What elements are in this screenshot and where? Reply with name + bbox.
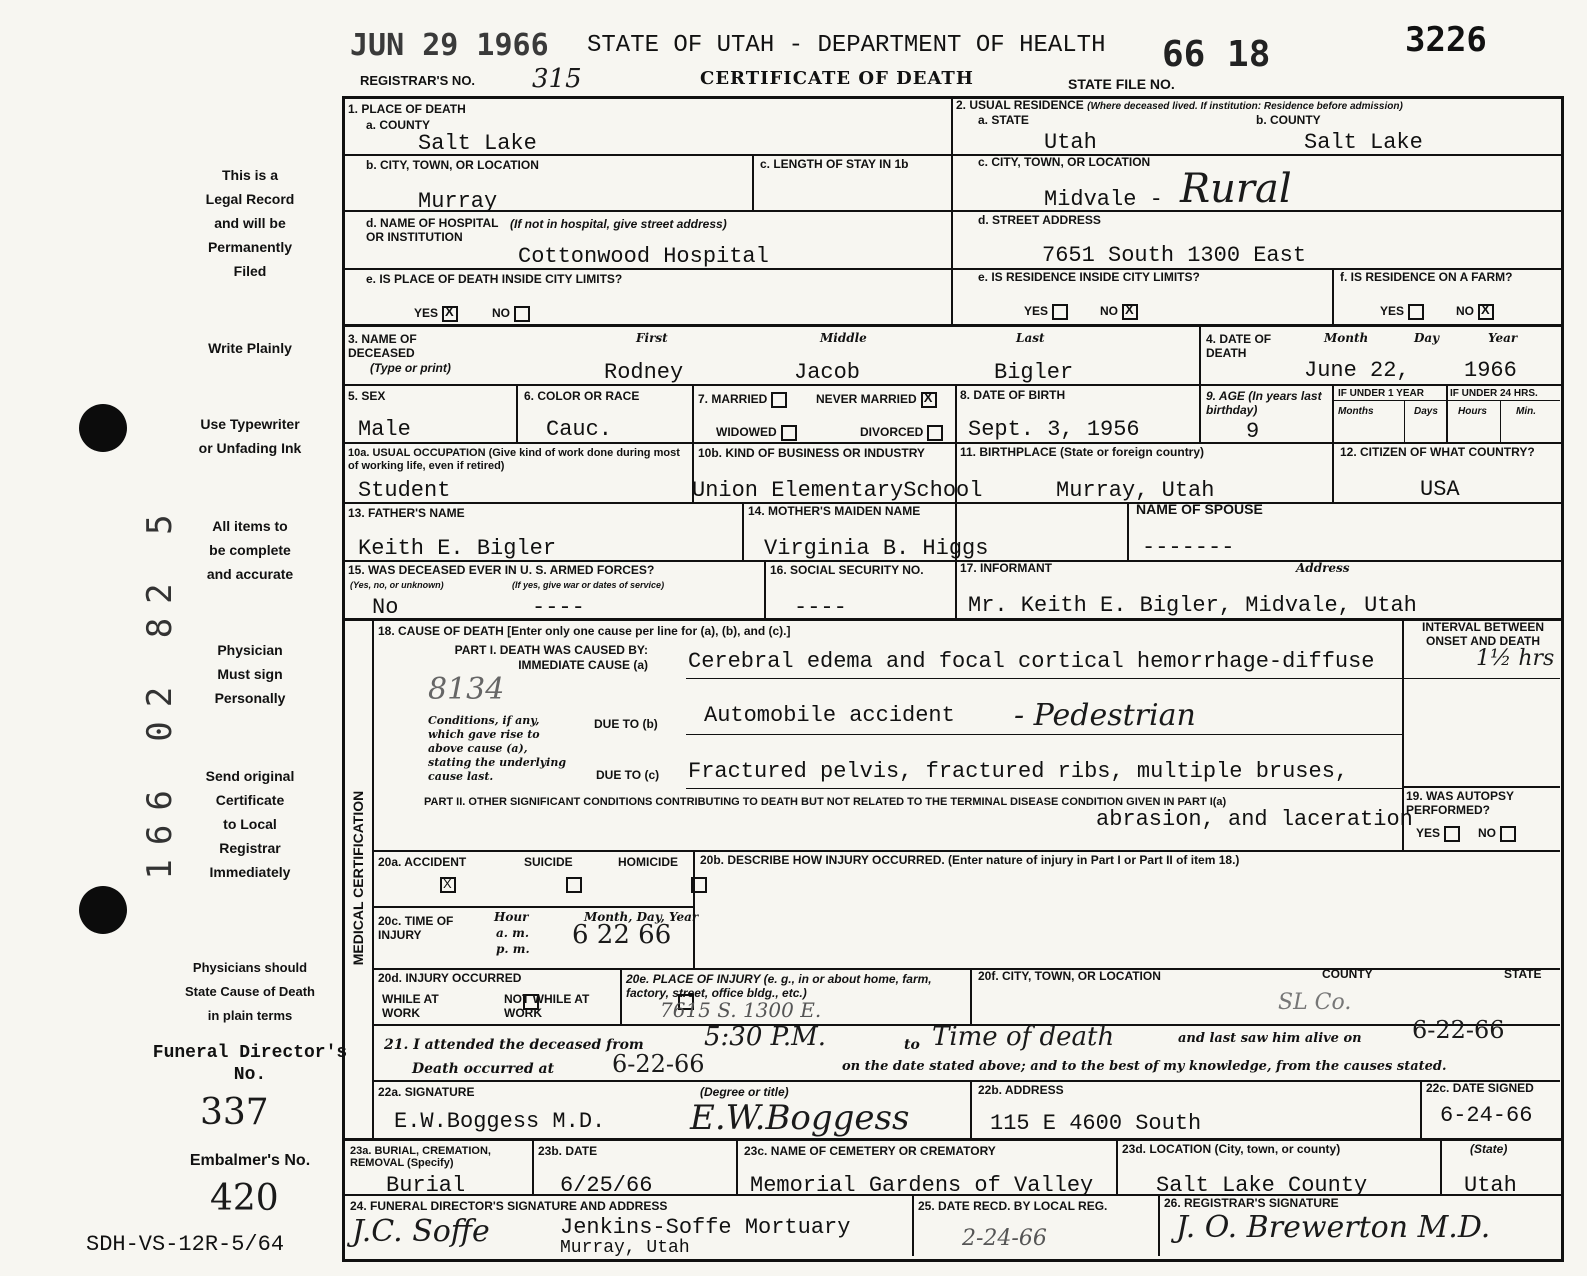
form-rule — [372, 906, 693, 908]
state-cause-note: Physicians should State Cause of Death in plain terms — [184, 960, 316, 1023]
funeral-director-label: Funeral Director's No. — [152, 1043, 348, 1085]
checkbox[interactable] — [1052, 304, 1068, 320]
address-label: Address — [1296, 561, 1350, 575]
informant-label: 17. INFORMANT — [960, 561, 1053, 575]
attended-label: 21. I attended the deceased from — [384, 1037, 644, 1053]
months-label: Months — [1338, 406, 1374, 417]
checkbox[interactable] — [1444, 826, 1460, 842]
form-rule — [372, 1080, 1560, 1082]
first-label: First — [636, 331, 668, 345]
state-file-label: STATE FILE NO. — [1068, 76, 1175, 92]
spouse-value: ------- — [1142, 535, 1235, 560]
hour-label: Hour — [494, 910, 529, 924]
cemetery-value: Memorial Gardens of Valley — [750, 1173, 1094, 1198]
form-rule — [742, 502, 744, 560]
physician-signature: E.W.Boggess — [690, 1098, 910, 1138]
county-label: a. COUNTY — [366, 118, 431, 132]
form-rule — [342, 384, 1561, 386]
cause-b-value: Automobile accident — [704, 703, 955, 728]
injury-county-value: SL Co. — [1278, 990, 1352, 1015]
form-rule — [693, 850, 695, 968]
place-of-death-label: 1. PLACE OF DEATH — [348, 102, 466, 116]
physician-note: Physician Must sign Personally — [214, 642, 286, 706]
form-rule — [686, 734, 1402, 735]
form-rule — [1116, 1138, 1118, 1194]
last-saw-label: and last saw him alive on — [1178, 1031, 1362, 1046]
checkbox[interactable] — [781, 425, 797, 441]
mdy-label: Month, Day, Year — [584, 910, 699, 924]
occupation-value: Student — [358, 478, 451, 503]
sex-value: Male — [358, 417, 411, 442]
race-value: Cauc. — [546, 417, 613, 442]
burial-label: 23a. BURIAL, CREMATION, REMOVAL (Specify) — [350, 1145, 491, 1169]
cause-c-value: Fractured pelvis, fractured ribs, multiple bruses, — [688, 759, 1349, 784]
business-label: 10b. KIND OF BUSINESS OR INDUSTRY — [698, 446, 925, 460]
certificate-number: 3226 — [1405, 20, 1487, 60]
res-city-label: c. CITY, TOWN, OR LOCATION — [978, 155, 1151, 169]
time-of-injury-label: 20c. TIME OF INJURY — [378, 914, 454, 942]
autopsy-label: 19. WAS AUTOPSY PERFORMED? — [1406, 789, 1514, 817]
signer-value: E.W.Boggess M.D. — [394, 1109, 606, 1134]
spouse-label: NAME OF SPOUSE — [1136, 501, 1263, 517]
autopsy-no[interactable]: NO — [1478, 826, 1516, 842]
accident-checkbox[interactable] — [440, 877, 456, 893]
burial-value: Burial — [386, 1173, 466, 1198]
pm-label: p. m. — [496, 942, 530, 956]
form-rule — [686, 788, 1402, 789]
interval-a-value: 1½ hrs — [1476, 646, 1555, 671]
cause-a-value: Cerebral edema and focal cortical hemorrhage-diffuse — [688, 649, 1375, 674]
birthplace-value: Murray, Utah — [1056, 478, 1215, 503]
farm-yes[interactable]: YES — [1380, 304, 1424, 320]
days-label: Days — [1414, 406, 1438, 417]
form-rule — [1158, 1194, 1160, 1256]
part1-label: PART I. DEATH WAS CAUSED BY: IMMEDIATE CAUSE (a) — [454, 643, 648, 672]
form-rule — [372, 850, 1560, 852]
res-county-label: b. COUNTY — [1256, 113, 1321, 127]
page-title: STATE OF UTAH - DEPARTMENT OF HEALTH — [587, 32, 1106, 59]
funeral-home-value: Jenkins-Soffe Mortuary — [560, 1215, 851, 1240]
mother-value: Virginia B. Higgs — [764, 536, 989, 561]
hours-label: Hours — [1458, 406, 1487, 417]
citizen-label: 12. CITIZEN OF WHAT COUNTRY? — [1340, 445, 1535, 459]
checkbox[interactable] — [1408, 304, 1424, 320]
last-seen-value: 6-22-66 — [1412, 1016, 1505, 1044]
registrar-signature: J. O. Brewerton M.D. — [1176, 1210, 1491, 1245]
date-received-value: 2-24-66 — [962, 1226, 1047, 1251]
form-rule — [342, 618, 1561, 621]
embalmer-no: 420 — [210, 1178, 279, 1219]
death-occurred-label: Death occurred at — [412, 1061, 555, 1077]
checkbox[interactable] — [1122, 304, 1138, 320]
res-state-label: a. STATE — [978, 113, 1029, 127]
father-label: 13. FATHER'S NAME — [348, 506, 465, 520]
city-limits-no[interactable]: NO — [492, 306, 530, 322]
form-rule — [342, 210, 1561, 212]
knowledge-statement: on the date stated above; and to the best of my knowledge, from the causes stated. — [842, 1059, 1447, 1074]
injury-state-label: STATE — [1504, 967, 1542, 981]
hospital-value: Cottonwood Hospital — [518, 244, 769, 269]
form-rule — [372, 618, 374, 1138]
informant-value: Mr. Keith E. Bigler, Midvale, Utah — [968, 593, 1417, 618]
race-label: 6. COLOR OR RACE — [524, 389, 640, 403]
embalmer-label: Embalmer's No. — [189, 1152, 311, 1169]
form-rule — [1446, 384, 1448, 442]
attended-from-value: 5:30 P.M. — [704, 1022, 827, 1052]
father-value: Keith E. Bigler — [358, 536, 557, 561]
last-name-value: Bigler — [994, 360, 1074, 385]
checkbox[interactable] — [921, 392, 937, 408]
age-value: 9 — [1246, 419, 1260, 444]
cause-b-handwritten: - Pedestrian — [1014, 698, 1196, 733]
funeral-director-no: 337 — [200, 1092, 269, 1133]
under-24-label: IF UNDER 24 HRS. — [1450, 388, 1538, 399]
place-of-injury-value: 7615 S. 1300 E. — [660, 998, 822, 1022]
form-rule — [752, 154, 754, 210]
form-rule — [764, 560, 766, 618]
registrar-no-label: REGISTRAR'S NO. — [360, 73, 476, 88]
file-stamp: 66 18 — [1162, 34, 1271, 75]
received-date-stamp: JUN 29 1966 — [350, 28, 549, 63]
never-married-option[interactable]: NEVER MARRIEDX — [816, 392, 937, 408]
form-rule — [620, 968, 622, 1024]
suicide-checkbox[interactable] — [566, 877, 582, 893]
form-rule — [686, 678, 1560, 679]
form-rule — [532, 1138, 534, 1194]
middle-label: Middle — [820, 331, 867, 345]
res-city-limits-no[interactable]: NOX — [1100, 304, 1138, 320]
mother-label: 14. MOTHER'S MAIDEN NAME — [748, 504, 921, 518]
last-label: Last — [1016, 331, 1045, 345]
divorced-option[interactable]: DIVORCED — [860, 425, 943, 441]
checkbox[interactable] — [1478, 304, 1494, 320]
under-1-year-label: IF UNDER 1 YEAR — [1338, 388, 1424, 399]
date-of-death-label: 4. DATE OF DEATH — [1206, 332, 1272, 360]
form-rule — [1420, 1080, 1422, 1138]
to-label: to — [904, 1037, 920, 1053]
sex-label: 5. SEX — [348, 389, 386, 403]
dob-label: 8. DATE OF BIRTH — [960, 388, 1066, 402]
date-signed-label: 22c. DATE SIGNED — [1426, 1081, 1534, 1095]
cause-of-death-label: 18. CAUSE OF DEATH [Enter only one cause per line for (a), (b), and (c).] — [378, 624, 791, 638]
checkbox[interactable] — [771, 392, 787, 408]
sig-address-value: 115 E 4600 South — [990, 1111, 1202, 1136]
funeral-director-sig-label: 24. FUNERAL DIRECTOR'S SIGNATURE AND ADDRESS — [350, 1199, 668, 1213]
part2-value: abrasion, and laceration — [1096, 807, 1413, 832]
checkbox[interactable] — [1500, 826, 1516, 842]
form-rule — [970, 968, 972, 1024]
injury-county-label: COUNTY — [1322, 967, 1373, 981]
form-rule — [970, 1080, 972, 1138]
registrar-no: 315 — [532, 64, 582, 94]
city-value: Murray — [418, 189, 498, 214]
interval-label: INTERVAL BETWEEN ONSET AND DEATH — [1421, 620, 1544, 648]
send-original-note: Send original Certificate to Local Registrar Immediately — [205, 768, 295, 880]
city-label: b. CITY, TOWN, OR LOCATION — [366, 158, 539, 172]
form-rule — [1127, 502, 1129, 560]
write-plainly-note: Write Plainly — [208, 340, 292, 356]
due-to-b-label: DUE TO (b) — [594, 717, 658, 731]
burial-date-value: 6/25/66 — [560, 1173, 653, 1198]
registrar-sig-label: 26. REGISTRAR'S SIGNATURE — [1164, 1196, 1339, 1210]
describe-injury-label: 20b. DESCRIBE HOW INJURY OCCURRED. (Enter nature of injury in Part I or Part II of item 18.) — [700, 853, 1240, 867]
burial-date-label: 23b. DATE — [538, 1144, 598, 1158]
county-value: Salt Lake — [418, 131, 537, 156]
citizen-value: USA — [1420, 477, 1460, 502]
armed-forces-label: 15. WAS DECEASED EVER IN U. S. ARMED FORCES? — [348, 563, 655, 577]
hospital-label: d. NAME OF HOSPITAL OR INSTITUTION — [366, 216, 499, 244]
usual-residence-label: 2. USUAL RESIDENCE (Where deceased lived. If institution: Residence before admission) — [956, 98, 1403, 112]
street-label: d. STREET ADDRESS — [978, 213, 1101, 227]
form-rule — [342, 1138, 1561, 1141]
res-city-limits-label: e. IS RESIDENCE INSIDE CITY LIMITS? — [978, 270, 1200, 284]
conditions-note: Conditions, if any, which gave rise to above cause (a), stating the underlying cause last. — [428, 714, 567, 783]
middle-name-value: Jacob — [794, 360, 861, 385]
form-rule — [516, 384, 518, 442]
street-value: 7651 South 1300 East — [1042, 243, 1307, 268]
armed-forces-value: No — [372, 595, 399, 620]
form-rule — [372, 968, 1560, 970]
occupation-label: 10a. USUAL OCCUPATION (Give kind of work done during most of working life, even if retired) — [348, 447, 680, 472]
location-state-value: Utah — [1464, 1173, 1517, 1198]
injury-date-value: 6 22 66 — [572, 920, 672, 950]
accident-label: 20a. ACCIDENT — [378, 855, 467, 869]
autopsy-yes[interactable]: YES — [1416, 826, 1460, 842]
res-state-value: Utah — [1044, 130, 1097, 155]
form-rule — [1402, 786, 1560, 788]
date-received-label: 25. DATE RECD. BY LOCAL REG. — [918, 1199, 1108, 1213]
date-signed-value: 6-24-66 — [1440, 1103, 1533, 1128]
city-limits-yes[interactable]: YESX — [414, 306, 458, 322]
service-note: (If yes, give war or dates of service) — [512, 580, 665, 590]
death-month-day-value: June 22, — [1304, 358, 1410, 383]
complete-note: All items to be complete and accurate — [206, 518, 294, 582]
farm-no[interactable]: NOX — [1456, 304, 1494, 320]
form-rule — [1332, 400, 1560, 401]
injury-occurred-label: 20d. INJURY OCCURRED — [378, 971, 522, 985]
form-rule — [342, 442, 1561, 444]
name-deceased-label: 3. NAME OF DECEASED — [348, 332, 417, 360]
part2-label: PART II. OTHER SIGNIFICANT CONDITIONS CONTRIBUTING TO DEATH BUT NOT RELATED TO THE TERMINAL DISEASE CONDITION GIVEN IN PART I(a) — [424, 796, 1227, 808]
farm-label: f. IS RESIDENCE ON A FARM? — [1340, 270, 1513, 284]
min-label: Min. — [1516, 406, 1536, 417]
death-year-value: 1966 — [1464, 358, 1517, 383]
place-of-injury-label: 20e. PLACE OF INJURY (e. g., in or about home, farm, factory, street, office bldg., etc.) — [626, 972, 932, 1000]
checkbox[interactable] — [442, 306, 458, 322]
length-of-stay-label: c. LENGTH OF STAY IN 1b — [760, 157, 909, 171]
injury-city-label: 20f. CITY, TOWN, OR LOCATION — [978, 969, 1161, 983]
age-label: 9. AGE (In years last birthday) — [1206, 389, 1322, 417]
married-option[interactable]: 7. MARRIED — [698, 392, 787, 408]
service-value: ---- — [532, 595, 585, 620]
due-to-c-label: DUE TO (c) — [596, 768, 660, 782]
armed-note: (Yes, no, or unknown) — [350, 580, 444, 590]
form-rule — [1332, 268, 1334, 324]
punch-hole — [79, 404, 127, 452]
legal-record-note: This is a Legal Record and will be Permanently Filed — [205, 167, 295, 279]
ssn-label: 16. SOCIAL SECURITY NO. — [770, 563, 924, 577]
vertical-number: 166 02 82 5 — [140, 500, 180, 880]
hospital-note: (If not in hospital, give street address) — [510, 217, 727, 231]
form-rule — [736, 1138, 738, 1194]
suicide-label: SUICIDE — [524, 855, 573, 869]
not-while-at-work-label: NOT WHILE AT WORK — [504, 992, 590, 1020]
degree-label: (Degree or title) — [700, 1085, 789, 1099]
dob-value: Sept. 3, 1956 — [968, 417, 1140, 442]
am-label: a. m. — [496, 926, 530, 940]
certificate-title: CERTIFICATE OF DEATH — [700, 68, 974, 89]
res-city-value: Midvale - — [1044, 187, 1163, 212]
res-city-limits-yes[interactable]: YES — [1024, 304, 1068, 320]
homicide-label: HOMICIDE — [618, 855, 678, 869]
first-name-value: Rodney — [604, 360, 684, 385]
month-label: Month — [1324, 331, 1369, 345]
form-rule — [912, 1194, 914, 1256]
while-at-work-label: WHILE AT WORK — [382, 992, 439, 1020]
cause-code: 8134 — [428, 672, 505, 707]
checkbox[interactable] — [927, 425, 943, 441]
location-value: Salt Lake County — [1156, 1173, 1368, 1198]
ssn-value: ---- — [794, 595, 847, 620]
year-label: Year — [1488, 331, 1518, 345]
cemetery-label: 23c. NAME OF CEMETERY OR CREMATORY — [744, 1144, 996, 1158]
widowed-option[interactable]: WIDOWED — [716, 425, 797, 441]
homicide-checkbox[interactable] — [691, 877, 707, 893]
typewriter-note: Use Typewriter or Unfading Ink — [198, 416, 302, 456]
form-id: SDH-VS-12R-5/64 — [86, 1232, 285, 1257]
death-occurred-value: 6-22-66 — [612, 1050, 705, 1078]
form-rule — [342, 324, 1561, 327]
location-state-label: (State) — [1470, 1142, 1508, 1156]
medical-certification-label: MEDICAL CERTIFICATION — [350, 790, 366, 966]
attended-to-value: Time of death — [932, 1022, 1115, 1052]
signature-label: 22a. SIGNATURE — [378, 1085, 475, 1099]
sig-address-label: 22b. ADDRESS — [978, 1083, 1064, 1097]
funeral-director-signature: J.C. Soffe — [352, 1214, 490, 1249]
res-county-value: Salt Lake — [1304, 130, 1423, 155]
funeral-home-city: Murray, Utah — [560, 1238, 690, 1258]
punch-hole — [79, 886, 127, 934]
type-print-note: (Type or print) — [370, 361, 451, 375]
form-rule — [1500, 400, 1501, 442]
city-limits-label: e. IS PLACE OF DEATH INSIDE CITY LIMITS? — [366, 272, 623, 286]
business-value: Union ElementarySchool — [692, 478, 983, 503]
form-rule — [1440, 1138, 1442, 1194]
checkbox[interactable] — [514, 306, 530, 322]
birthplace-label: 11. BIRTHPLACE (State or foreign country) — [960, 445, 1205, 459]
form-rule — [1404, 400, 1405, 442]
day-label: Day — [1414, 331, 1440, 345]
location-label: 23d. LOCATION (City, town, or county) — [1122, 1142, 1341, 1156]
form-rule — [1199, 324, 1201, 442]
res-city-handwritten: Rural — [1180, 166, 1292, 212]
